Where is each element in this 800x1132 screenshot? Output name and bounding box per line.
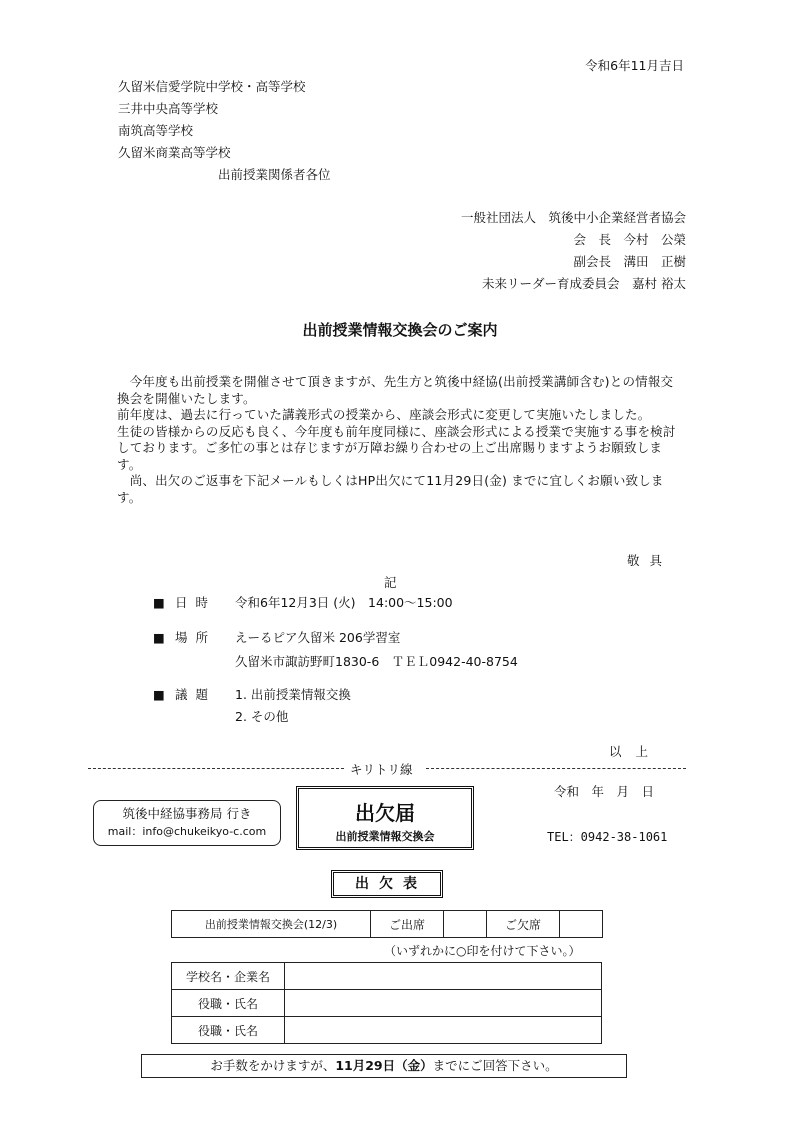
- detail-datetime: [153, 593, 453, 613]
- cut-dash-left: [88, 768, 344, 769]
- recipient-3: 南筑高等学校: [118, 123, 194, 138]
- form-title: 出欠届: [355, 801, 415, 825]
- reply-to-mail: mail：info@chukeikyo-c.com: [107, 825, 267, 838]
- datetime-value: 令和6年12月3日 (火) 14:00～15:00: [235, 595, 453, 610]
- place-address: 久留米市諏訪野町1830-6 ＴＥＬ0942-40-8754: [235, 654, 518, 669]
- attendance-heading: 出欠表: [331, 870, 443, 898]
- event-cell: 出前授業情報交換会(12/3): [172, 911, 371, 938]
- body-paragraph-4: 尚、出欠のご返事を下記メールもしくはHP出欠にて11月29日(金) までに宜しくお願い致します。: [117, 473, 664, 505]
- reply-to-name: 筑後中経協事務局 行き: [122, 806, 252, 821]
- attend-mark[interactable]: [444, 911, 487, 938]
- body-paragraph-3: 生徒の皆様からの反応も良く、今年度も前年度同様に、座談会形式による授業で実施する事を検討しております。ご多忙の事とは存じますが万障お繰り合わせの上ご出席賜りますようお願致します。: [117, 423, 676, 472]
- cut-line: [88, 760, 686, 776]
- reply-date: 令和 年 月 日: [554, 784, 655, 799]
- recipients-block: [118, 76, 331, 186]
- closing-keigu: 敬具: [626, 553, 672, 568]
- senders-block: [461, 207, 686, 295]
- cut-dash-right: [426, 768, 686, 769]
- place-label: 場所: [175, 630, 217, 645]
- position-label-1: 役職・氏名: [172, 990, 285, 1017]
- absent-label: ご欠席: [487, 911, 560, 938]
- agenda-item-1: 1. 出前授業情報交換: [235, 687, 351, 702]
- reply-deadline-note: [141, 1054, 627, 1078]
- document-title: 出前授業情報交換会のご案内: [302, 321, 498, 339]
- agenda-label: 議題: [175, 687, 217, 702]
- detail-place: [153, 628, 518, 672]
- cut-line-label: キリトリ線: [350, 762, 413, 777]
- position-field-2[interactable]: [285, 1017, 602, 1044]
- deadline-post: までにご回答下さい。: [432, 1058, 558, 1073]
- reply-address-box: [93, 800, 281, 846]
- recipient-1: 久留米信愛学院中学校・高等学校: [118, 79, 306, 94]
- attend-label: ご出席: [371, 911, 444, 938]
- body-paragraph-2: 前年度は、過去に行っていた講義形式の授業から、座談会形式に変更して実施いたしました。: [117, 407, 651, 422]
- form-subtitle: 出前授業情報交換会: [335, 830, 435, 843]
- school-field[interactable]: [285, 963, 602, 990]
- body-paragraph-1: 今年度も出前授業を開催させて頂きますが、先生方と筑後中経協(出前授業講師含む)との情報交換会を開催いたします。: [117, 374, 674, 406]
- document-date: 令和6年11月吉日: [585, 58, 684, 73]
- sender-1: 一般社団法人 筑後中小企業経営者協会: [460, 210, 686, 225]
- form-title-box: [296, 786, 474, 850]
- datetime-label: 日時: [175, 595, 217, 610]
- school-label: 学校名・企業名: [172, 963, 285, 990]
- sender-4: 未来リーダー育成委員会 嘉村 裕太: [482, 276, 686, 291]
- detail-agenda: [153, 685, 351, 727]
- position-label-2: 役職・氏名: [172, 1017, 285, 1044]
- recipients-addressee: 出前授業関係者各位: [218, 167, 331, 182]
- absent-mark[interactable]: [560, 911, 603, 938]
- recipient-4: 久留米商業高等学校: [118, 145, 231, 160]
- place-value: えーるピア久留米 206学習室: [235, 630, 401, 645]
- body-text: [117, 374, 677, 506]
- sender-3: 副会長 溝田 正樹: [573, 254, 686, 269]
- agenda-item-2: 2. その他: [235, 709, 289, 724]
- deadline-date: 11月29日（金）: [335, 1058, 433, 1073]
- bullet-icon: ■: [153, 630, 165, 645]
- reply-tel: TEL：0942-38-1061: [547, 830, 668, 844]
- recipient-2: 三井中央高等学校: [118, 101, 219, 116]
- closing-ijou: 以上: [608, 744, 662, 759]
- bullet-icon: ■: [153, 687, 165, 702]
- attendance-table: [171, 910, 603, 938]
- ki-heading: 記: [384, 575, 397, 590]
- bullet-icon: ■: [153, 595, 165, 610]
- info-table: [171, 962, 602, 1044]
- deadline-pre: お手数をかけますが、: [210, 1058, 336, 1073]
- position-field-1[interactable]: [285, 990, 602, 1017]
- sender-2: 会 長 今村 公榮: [573, 232, 686, 247]
- attendance-note: （いずれかに○印を付けて下さい。）: [384, 944, 581, 958]
